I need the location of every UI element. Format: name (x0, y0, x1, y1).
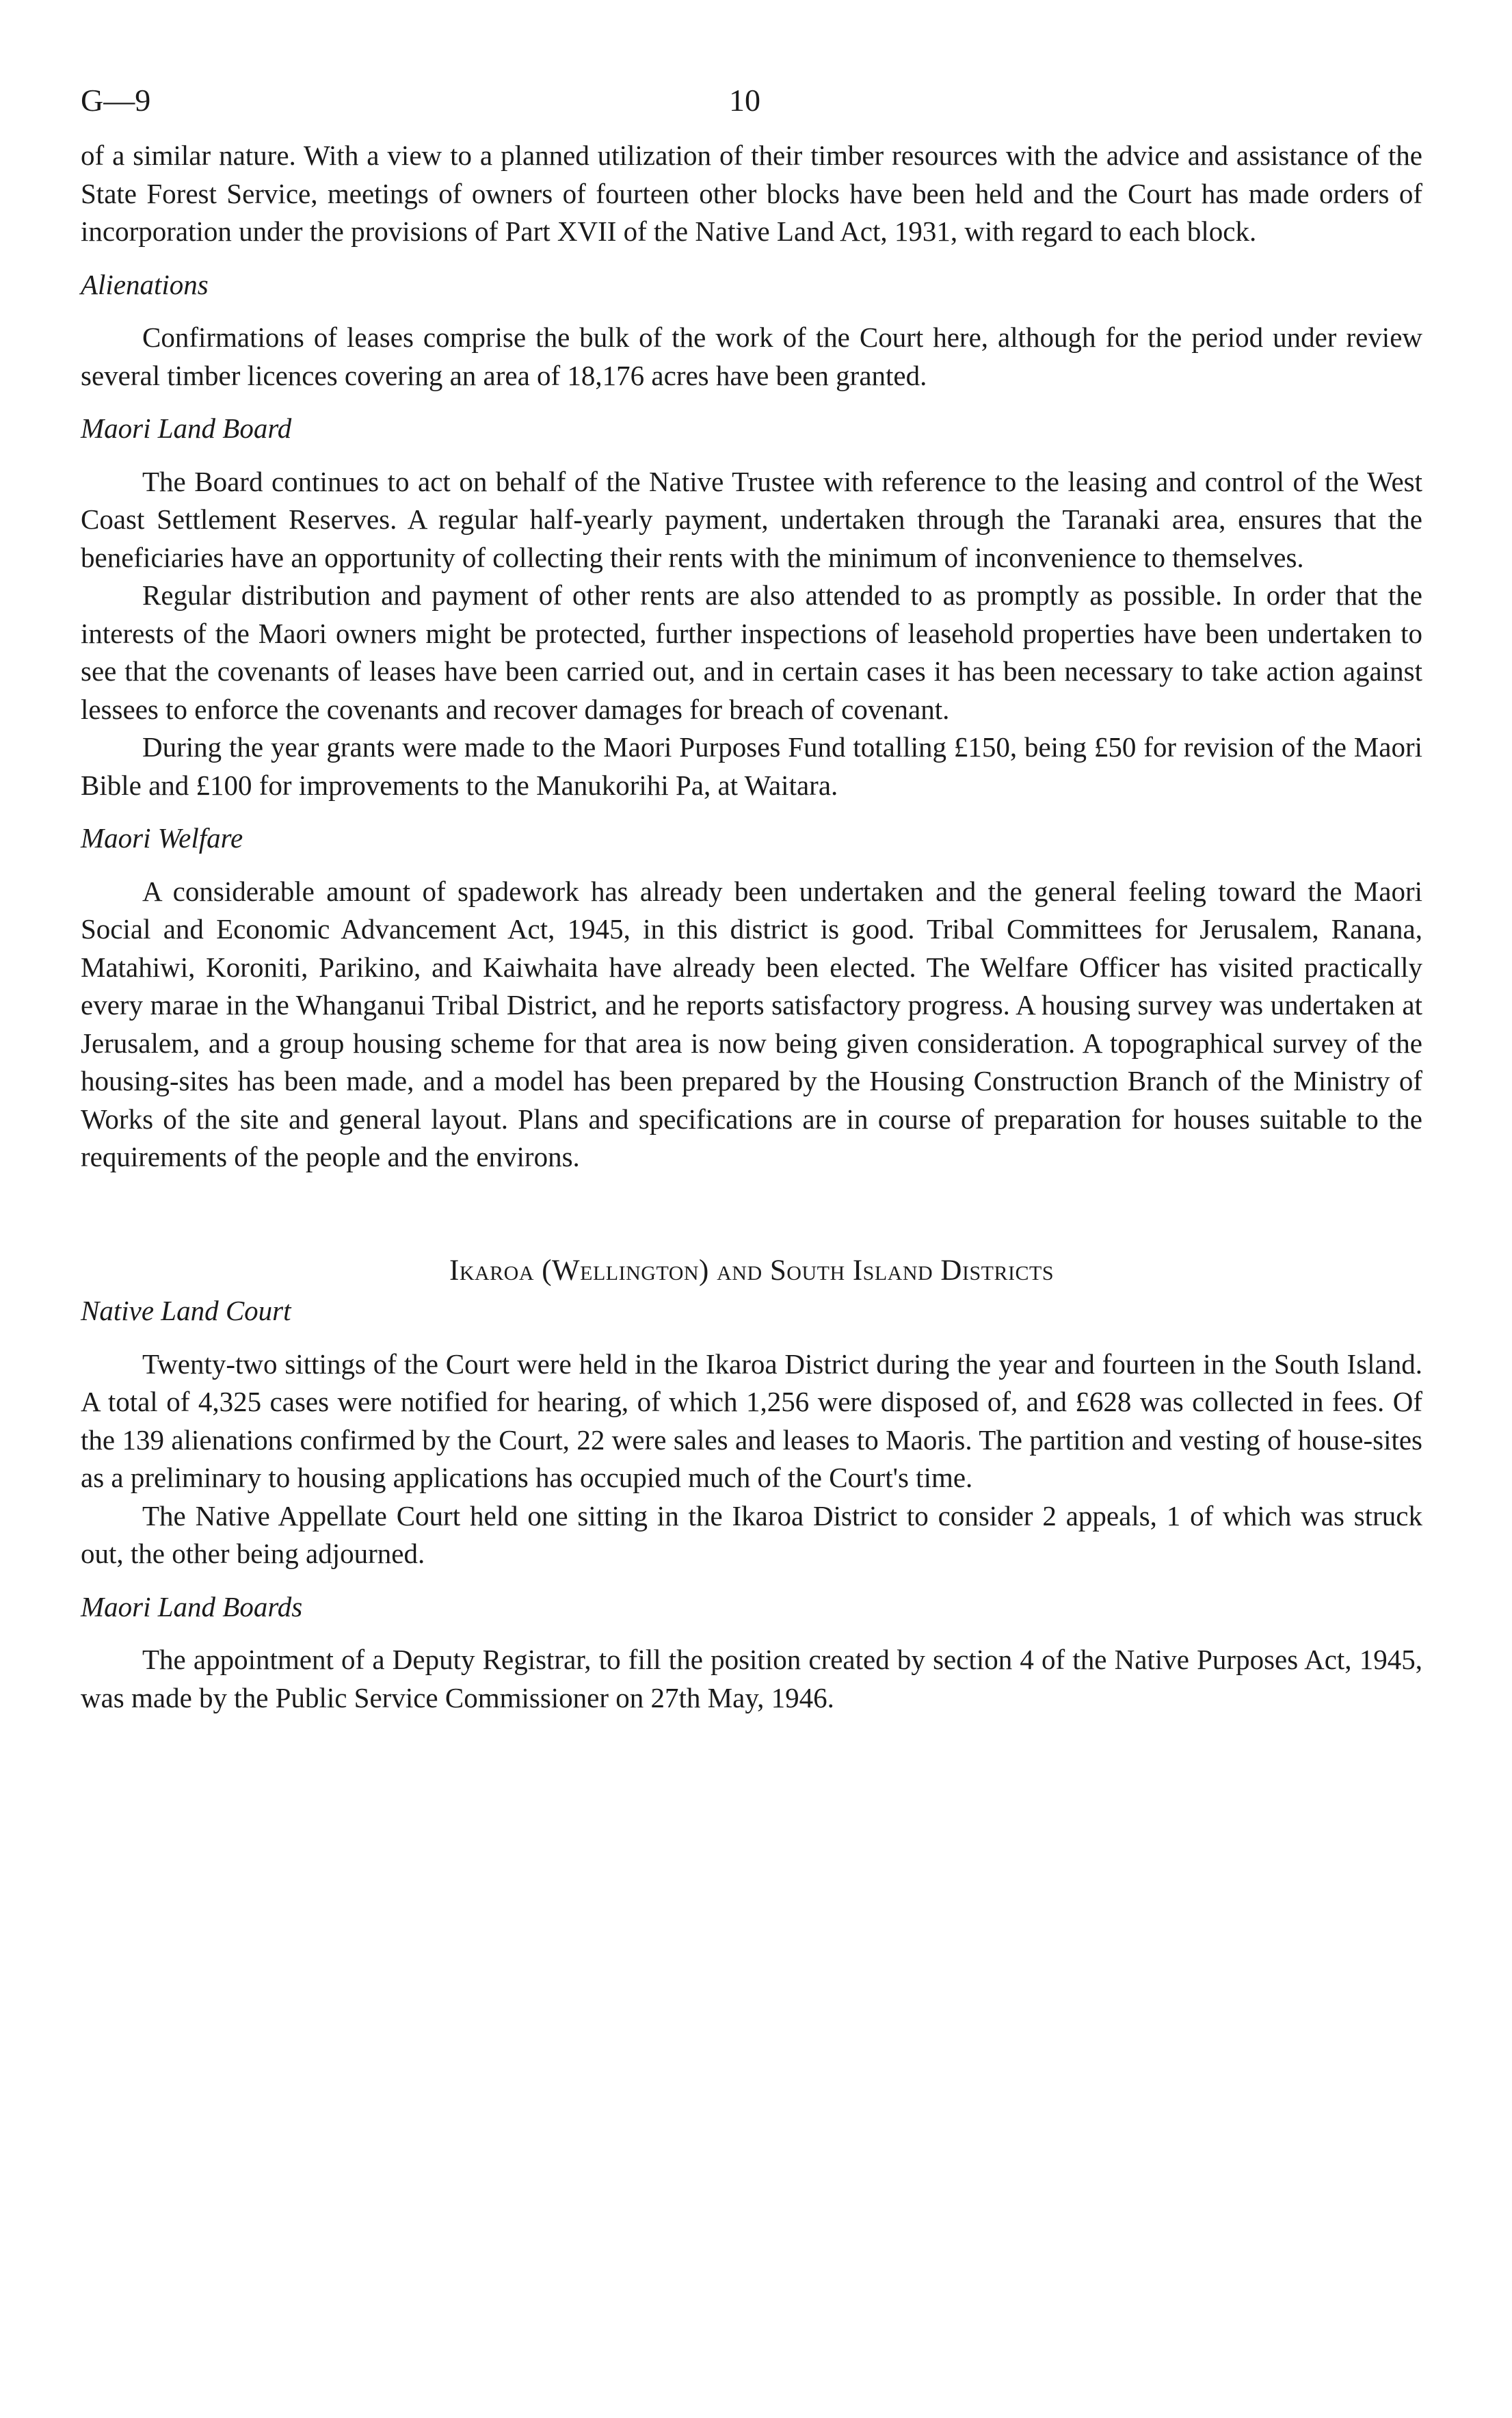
district-title: Ikaroa (Wellington) and South Island Districts (449, 1254, 1054, 1287)
native-land-court-paragraph-1: Twenty-two sittings of the Court were held in the Ikaroa District during the year and fourteen in the South Island. A total of 4,325 cases were notified for hearing, of which 1,256 were disposed of, and £628 was collected in fees. Of the 139 alienations confirmed by the Court, 22 were sales and leases to Maoris. The partition and vesting of house-sites as a preliminary to housing applications has occupied much of the Court's time. (81, 1348, 1422, 1493)
alienations-heading: Alienations (81, 268, 209, 300)
document-page (81, 77, 1422, 1717)
native-land-court-heading: Native Land Court (81, 1295, 291, 1326)
maori-welfare-heading: Maori Welfare (81, 822, 243, 854)
running-header (81, 77, 1422, 131)
page-number: 10 (729, 83, 760, 118)
maori-land-board-heading: Maori Land Board (81, 412, 292, 444)
maori-land-boards-heading: Maori Land Boards (81, 1590, 303, 1622)
maori-welfare-paragraph: A considerable amount of spadework has already been undertaken and the general feeling toward the Maori Social and Economic Advancement Act, 1945, in this district is good. Tribal Committees for Jerusalem, Ranana, Matahiwi, Koroniti, Parikino, and Kaiwhaita have already been elected. The Welfare Officer has visited practically every marae in the Whanganui Tribal District, and he reports satisfactory progress. A housing survey was undertaken at Jerusalem, and a group housing scheme for that area is now being given consideration. A topographical survey of the housing-sites has been made, and a model has been prepared by the Housing Construction Branch of the Ministry of Works of the site and general layout. Plans and specifications are in course of preparation for houses suitable to the requirements of the people and the environs. (81, 875, 1422, 1172)
maori-land-boards-paragraph: The appointment of a Deputy Registrar, to fill the position created by section 4 of the Native Purposes Act, 1945, was made by the Public Service Commissioner on 27th May, 1946. (81, 1644, 1422, 1713)
alienations-paragraph: Confirmations of leases comprise the bulk of the work of the Court here, although for the period under review several timber licences covering an area of 18,176 acres have been granted. (81, 321, 1422, 391)
maori-land-board-paragraph-1: The Board continues to act on behalf of the Native Trustee with reference to the leasing and control of the West Coast Settlement Reserves. A regular half-yearly payment, undertaken through the Taranaki area, ensures that the beneficiaries have an opportunity of collecting their rents with the minimum of inconvenience to themselves. (81, 465, 1422, 573)
maori-land-board-paragraph-2: Regular distribution and payment of other rents are also attended to as promptly as possible. In order that the interests of the Maori owners might be protected, further inspections of leasehold properties have been undertaken to see that the covenants of leases have been carried out, and in certain cases it has been necessary to take action against lessees to enforce the covenants and recover damages for breach of covenant. (81, 579, 1422, 725)
body-text (81, 137, 1422, 1717)
document-reference: G—9 (81, 83, 151, 118)
native-land-court-paragraph-2: The Native Appellate Court held one sitting in the Ikaroa District to consider 2 appeals, 1 of which was struck out, the other being adjourned. (81, 1499, 1422, 1569)
maori-land-board-paragraph-3: During the year grants were made to the Maori Purposes Fund totalling £150, being £50 for revision of the Maori Bible and £100 for improvements to the Manukorihi Pa, at Waitara. (81, 731, 1422, 801)
intro-paragraph: of a similar nature. With a view to a planned utilization of their timber resources with the advice and assistance of the State Forest Service, meetings of owners of fourteen other blocks have been held and the Court has made orders of incorporation under the provisions of Part XVII of the Native Land Act, 1931, with regard to each block. (81, 140, 1422, 247)
